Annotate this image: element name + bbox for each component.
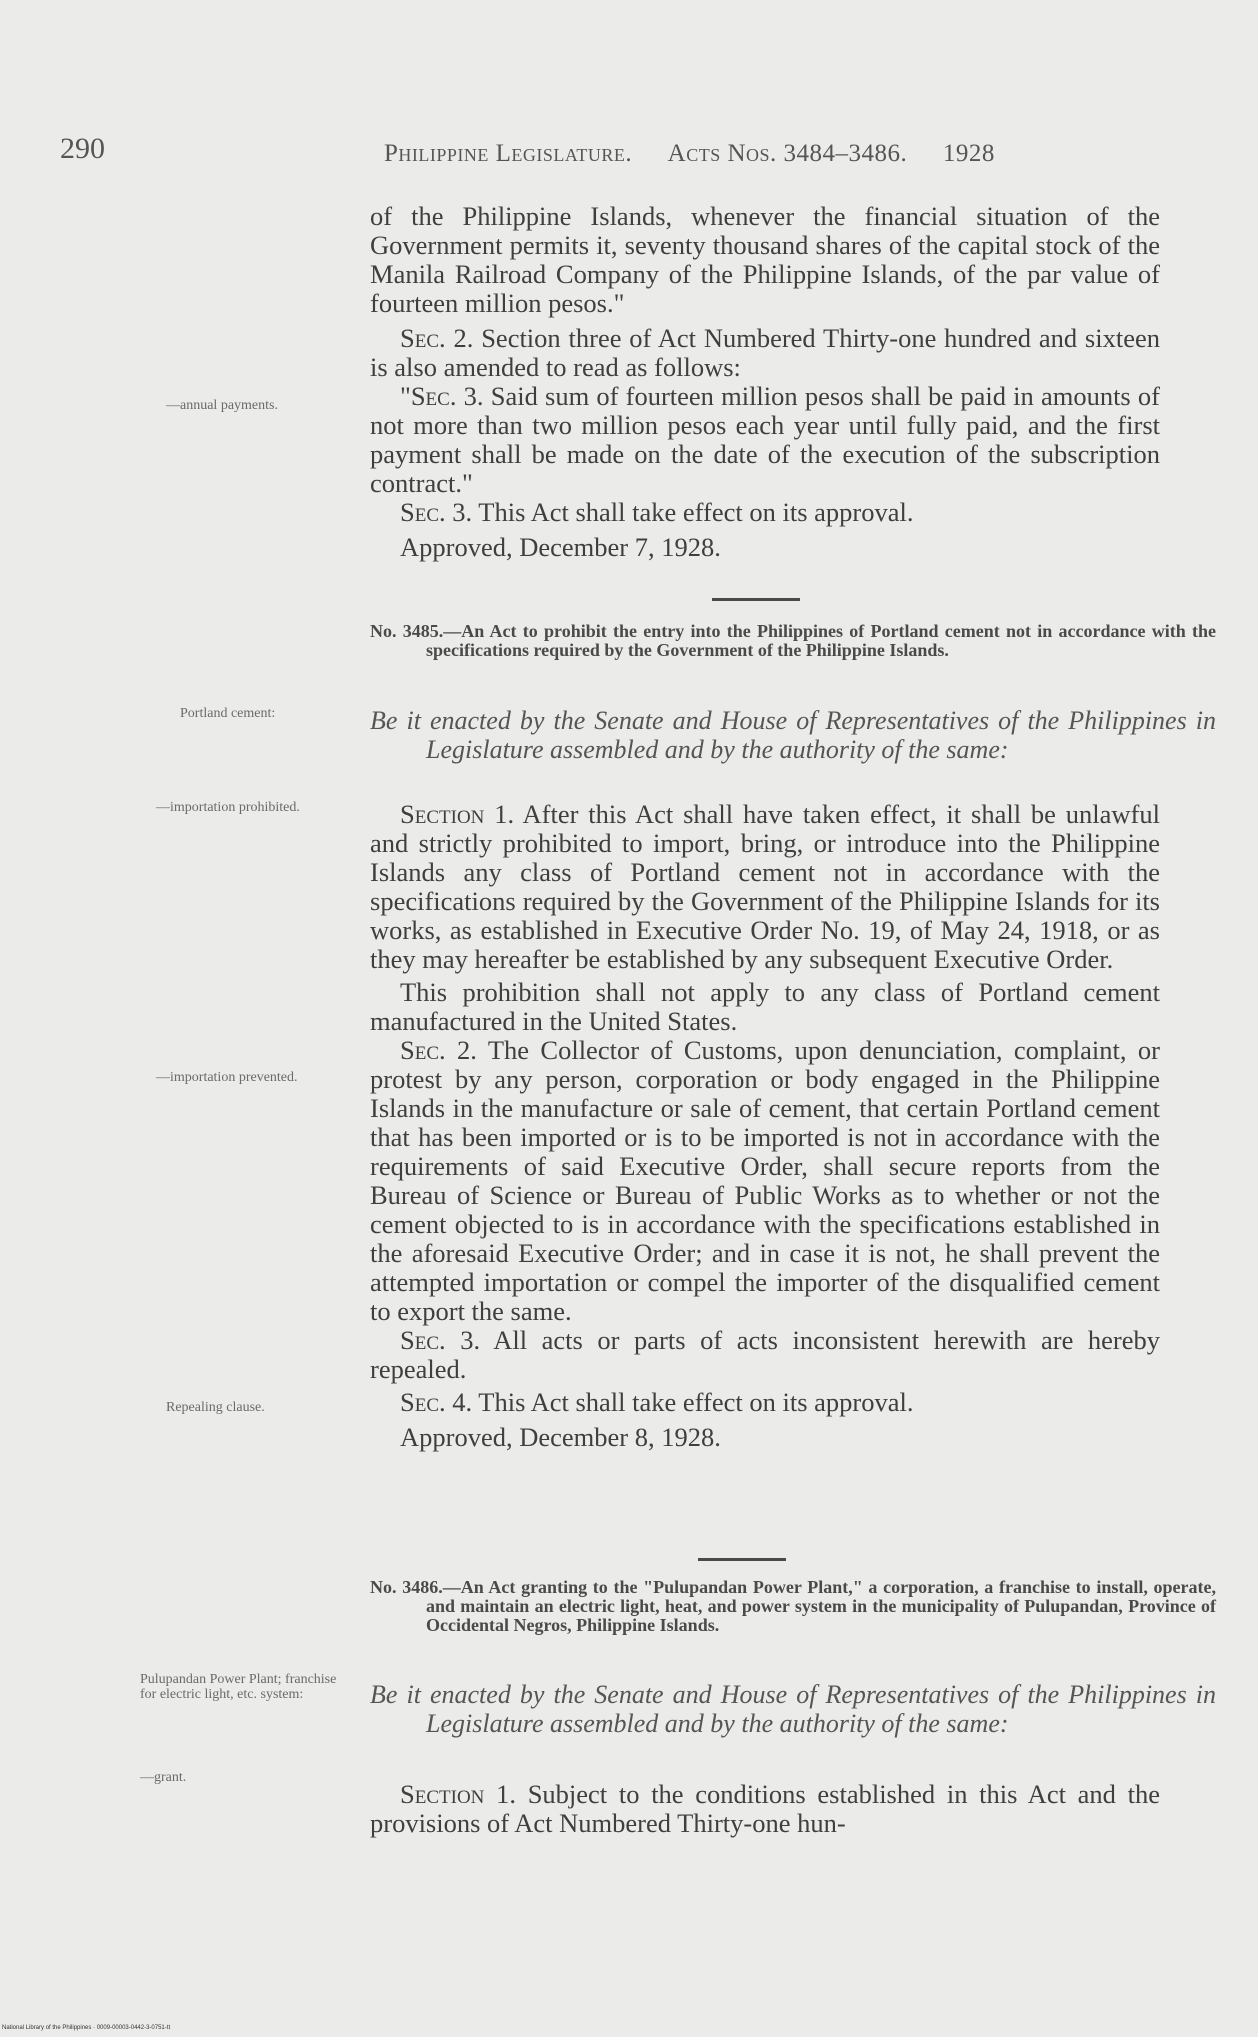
continuation-paragraph: of the Philippine Islands, whenever the financial situation of the Government permits it, seventy thousand shares of the capital stock of the Manila Railroad Company of the Philippine Islands, of the par value of fourteen million pesos.": [370, 201, 1160, 318]
act-3485-title: No. 3485.—An Act to prohibit the entry into the Philippines of Portland cement not in accordance with the specifications required by the Government of the Philippine Islands.: [370, 621, 1216, 660]
running-head-acts: Acts Nos. 3484–3486.: [667, 140, 908, 167]
section-divider: [698, 1558, 786, 1561]
sec-text: The Collector of Customs, upon denunciation, complaint, or protest by any person, corporation or body engaged in the Philippine Islands in the manufacture or sale of cement, that certain Portland cement that has been imported or is to be imported is not in accordance with the requirements of said Executive Order, shall secure reports from the Bureau of Science or Bureau of Public Works as to whether or not the cement objected to is in accordance with the specifications established in the aforesaid Executive Order; and in case it is not, he shall prevent the attempted importation or compel the importer of the disqualified cement to export the same.: [370, 1035, 1160, 1326]
sec-text: All acts or parts of acts inconsistent herewith are hereby repealed.: [370, 1325, 1160, 1384]
sec-text: This Act shall take effect on its approval.: [472, 497, 914, 527]
sec-heading: Section 1.: [400, 1779, 516, 1809]
act-3485-sec3: [370, 1326, 1160, 1384]
sec-heading: Sec. 2.: [400, 323, 474, 353]
act-3486-enacting-clause: Be it enacted by the Senate and House of Representatives of the Philippines in Legislature assembled and by the authority of the same:: [370, 1680, 1216, 1738]
margin-note-portland-cement: Portland cement:: [180, 706, 276, 721]
act-3485-enacting-clause: Be it enacted by the Senate and House of Representatives of the Philippines in Legislature assembled and by the authority of the same:: [370, 706, 1216, 764]
act-3485-sec4: [370, 1388, 1160, 1417]
sec-heading: Sec. 2.: [400, 1035, 477, 1065]
sec-heading: "Sec. 3.: [400, 381, 484, 411]
act-3484-sec3: [370, 498, 1160, 527]
act-3485-sec1: [370, 800, 1160, 974]
running-head: [384, 140, 1144, 168]
sec-heading: Sec. 4.: [400, 1387, 473, 1417]
running-head-year: 1928: [942, 140, 995, 167]
act-3484-approved: Approved, December 7, 1928.: [400, 532, 721, 562]
act-3486-sec1: [370, 1780, 1160, 1838]
sec-text: After this Act shall have taken effect, it shall be unlawful and strictly prohibited to import, bring, or introduce into the Philippine Islands any class of Portland cement not in accordance with the specifications required by the Government of the Philippine Islands for its works, as established in Executive Order No. 19, of May 24, 1918, or as they may hereafter be established by any subsequent Executive Order.: [370, 799, 1160, 974]
sec-text: Section three of Act Numbered Thirty-one hundred and sixteen is also amended to read as follows:: [370, 323, 1160, 382]
act-3484-sec2: [370, 324, 1160, 382]
act-3485-approved: Approved, December 8, 1928.: [400, 1422, 721, 1452]
margin-note-pulupandan-franchise: Pulupandan Power Plant; franchise for electric light, etc. system:: [140, 1672, 337, 1702]
sec-text: This Act shall take effect on its approval.: [472, 1387, 914, 1417]
running-head-title: Philippine Legislature.: [384, 140, 633, 167]
scan-footer: National Library of the Philippines · 0009-00003-0442-3-0751-tt: [2, 2025, 171, 2031]
act-3485-sec1-para2: This prohibition shall not apply to any class of Portland cement manufactured in the United States.: [370, 977, 1160, 1036]
act-3484-continuation: [370, 202, 1160, 562]
sec-heading: Sec. 3.: [400, 1325, 481, 1355]
margin-note-importation-prevented: —importation prevented.: [156, 1070, 298, 1085]
margin-note-repealing-clause: Repealing clause.: [166, 1400, 265, 1415]
sec-text: Said sum of fourteen million pesos shall be paid in amounts of not more than two million pesos each year until fully paid, and the first payment shall be made on the date of the execution of the subscription contract.": [370, 381, 1160, 498]
act-3486-body: [370, 1780, 1160, 1838]
margin-note-grant: —grant.: [140, 1770, 187, 1785]
page-number: 290: [60, 132, 105, 165]
margin-note-importation-prohibited: —importation prohibited.: [156, 800, 300, 815]
act-3486-title: No. 3486.—An Act granting to the "Pulupandan Power Plant," a corporation, a franchise to install, operate, and maintain an electric light, heat, and power system in the municipality of Pulupandan, Province of Occidental Negros, Philippine Islands.: [370, 1577, 1216, 1635]
sec-text: Subject to the conditions established in this Act and the provisions of Act Numbered Thirty-one hun-: [370, 1779, 1160, 1838]
sec-heading: Sec. 3.: [400, 497, 473, 527]
section-divider: [712, 598, 800, 601]
act-3485-sec2: [370, 1036, 1160, 1326]
act-3484-quoted-sec3: [370, 382, 1160, 498]
sec-heading: Section 1.: [400, 799, 515, 829]
margin-note-annual-payments: —annual payments.: [166, 398, 278, 413]
act-3485-body: [370, 800, 1160, 1452]
